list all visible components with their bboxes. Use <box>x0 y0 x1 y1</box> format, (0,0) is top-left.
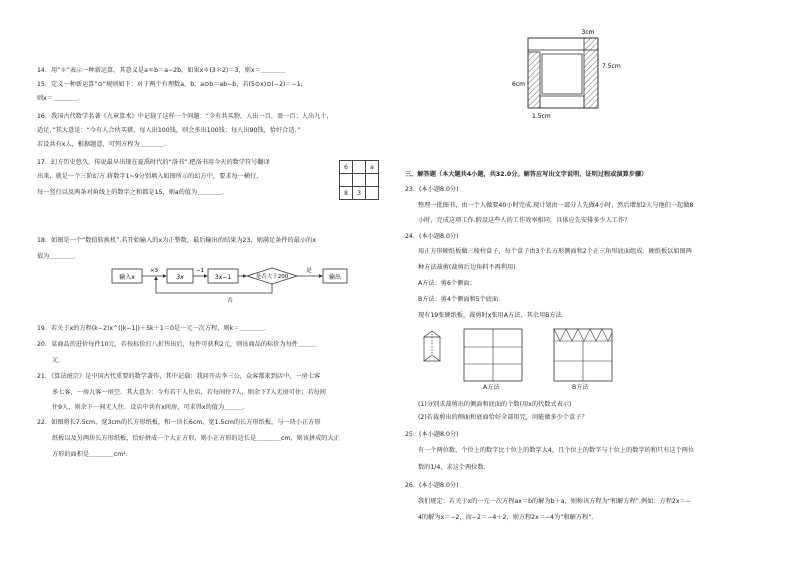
flow-input-label: 输入x <box>119 274 135 281</box>
flow-op1-label: ×3 <box>149 268 159 274</box>
question-16-line2: 适足，”其大意是：“今有人合伙买猪，每人出100钱，则会多出100钱；每人出90钱，恰好合适．” <box>37 127 301 134</box>
question-21-line2: 多七客，一房九客一房空．其大意为：今有若干人住店，若每间住7人，则余下7人无房可住；若每间 <box>52 389 326 396</box>
flow-output-label: 输出 <box>328 274 342 281</box>
magic-cell <box>353 174 366 187</box>
rect-6x1-5 <box>528 52 540 108</box>
question-20-line2: 元． <box>52 357 65 364</box>
question-18-line2: 值为＿＿＿＿． <box>37 253 81 260</box>
question-22-line2: 纸板以及另两块长方形纸板，恰好拼成一个大正方形，则小正方形的边长是＿＿＿＿cm，则该拼成的大正 <box>52 435 340 442</box>
question-21-line1: 21．《算法统宗》是中国古代重要的数学著作，其中记载：我问开店李三公，众客都来到店中，一房七客 <box>37 373 321 380</box>
magic-cell <box>366 174 379 187</box>
question-24-method-a: A方法：剪6个侧面； <box>418 280 476 287</box>
magic-cell: 3 <box>353 187 366 200</box>
section-3-heading: 三、解答题（本大题共4小题，共32.0分。解答应写出文字说明，证明过程或演算步骤） <box>405 171 648 178</box>
question-20-line1: 20．某商品的进价每件10元，若按标价打八折售出后，每件可获利2元，则该商品的标价为每件＿＿＿ <box>37 341 317 348</box>
question-17-line1: 17．幻方历史悠久，传说最早出现在夏禹时代的“洛书”.把洛书用今天的数学符号翻译 <box>37 159 270 166</box>
question-24-header: 24．(本小题8.0分) <box>405 233 459 240</box>
question-17-line3: 每一竖行以及两条对角线上的数字之和都是15，则a的值为＿＿＿＿. <box>37 189 224 196</box>
flow-no-label: 否 <box>227 298 233 304</box>
label-bottom: 1.5cm <box>532 113 551 120</box>
flow-yes-label: 是 <box>306 268 312 274</box>
question-25-line1: 有一个两位数，个位上的数字比十位上的数字大4，且个位上的数字与十位上的数字的和只有这个两位 <box>418 447 695 454</box>
question-24-line5: 现有19张硬纸板，裁剪时x张用A方法，其余用B方法． <box>418 312 568 319</box>
flow-chart <box>110 265 370 305</box>
question-23-line1: 整理一批图书，由一个人做要40小时完成.现计划由一部分人先做4小时，然后增加2人与他们一起做8 <box>418 202 694 209</box>
question-17-line2: 出来，就是一个三阶幻方.将数字1~9分别填入如图所示的幻方中，要求每一横行， <box>37 173 263 180</box>
method-a-board <box>464 329 522 381</box>
magic-cell: 6 <box>340 161 353 174</box>
question-24-line1: 用正方形硬纸板做三棱柱盒子，每个盒子由3个长方形侧面和2个正三角形底面组成．硬纸板以如图两 <box>418 248 692 255</box>
magic-cell <box>340 174 353 187</box>
question-26-header: 26．(本小题8.0分) <box>405 482 459 489</box>
question-24-method-b: B方法：剪4个侧面和5个底面． <box>418 296 505 303</box>
flow-decision-label: 是否大于200 <box>255 274 289 280</box>
magic-cell <box>353 161 366 174</box>
flow-op2-label: −1 <box>195 268 205 274</box>
label-method-a: A方法 <box>483 384 500 391</box>
flow-step1-label: 3x <box>176 274 184 281</box>
square-figure <box>510 28 620 123</box>
question-16-line1: 16．我国古代数学名著《九章算术》中记载了这样一个问题：“今有共买物，人出一百，盈一百；人出九十， <box>37 113 333 120</box>
label-left: 6cm <box>512 81 525 88</box>
question-15-line1: 15．定义一种新运算“⊙”规则如下：对于两个有理数a，b，a⊙b＝ab−b，若(5⊙x)⊙(−2)＝−1， <box>37 81 307 88</box>
magic-square <box>339 160 379 200</box>
question-25-line2: 数的1/4，求这个两位数． <box>418 464 490 471</box>
rect-7-5x3 <box>584 38 598 108</box>
flow-step2-label: 3x−1 <box>214 274 232 281</box>
question-24-part2: (2)若裁剪出的侧面和底面恰好全部用完，问能做多少个盒子？ <box>418 414 588 421</box>
question-21-line3: 住9人，则余下一间无人住．设店中共有x间房，可求得x的值为＿＿＿． <box>52 404 249 411</box>
magic-cell: 8 <box>340 187 353 200</box>
question-14: 14．用“＊”表示一种新运算，其意义是a＊b＝a−2b，如果x＊(3＊2)＝3，则x＝＿＿＿＿ <box>37 67 286 74</box>
triangular-prism <box>424 331 440 361</box>
question-16-line3: 若设共有x人，根据题意，可列方程为＿＿＿＿． <box>37 141 171 148</box>
question-23-line2: 小时，完成这项工作.假设这些人的工作效率相同，具体应先安排多少人工作？ <box>418 217 631 224</box>
label-method-b: B方法 <box>572 384 589 391</box>
question-23-header: 23．(本小题8.0分) <box>405 186 459 193</box>
magic-cell <box>366 187 379 200</box>
question-24-part1: (1)分别求裁剪出的侧面和底面的个数(用x的代数式表示) <box>418 401 572 408</box>
method-b-board <box>554 329 612 381</box>
question-22-line1: 22．如图将长7.5cm、宽3cm的长方形纸板，和一块长6cm、宽1.5cm的长方形纸板，与一块小正方形 <box>37 419 321 426</box>
cutting-figures <box>418 323 628 393</box>
question-15-line2: 则x＝＿＿＿＿． <box>37 95 84 102</box>
question-19: 19．若关于x的方程(k−2)x^(|k−1|)＋5k＋1＝0是一元一次方程，则k＝＿＿＿＿． <box>37 325 271 332</box>
magic-cell: a <box>366 161 379 174</box>
question-26-line1: 我们规定：若关于x的一元一次方程ax＝b的解为b＋a，则称该方程为“和解方程”.例如：方程2x＝− <box>418 498 691 505</box>
label-top: 3cm <box>581 29 595 36</box>
label-right: 7.5cm <box>602 63 621 70</box>
question-18-line1: 18．如图是一个“数值转换机”.若开始输入的x为正整数，最后输出的结果为23，则满足条件的最小的x <box>37 237 316 244</box>
question-22-line3: 方形的面积是＿＿＿＿cm²． <box>52 451 132 458</box>
question-26-line2: 4的解为x＝−2，而−2＝−4＋2，则方程2x＝−4为“和解方程”. <box>418 514 594 521</box>
question-24-line2: 种方法裁剪(裁剪后边角料不再利用) <box>418 264 516 271</box>
small-square <box>542 54 582 94</box>
question-25-header: 25．(本小题8.0分) <box>405 431 459 438</box>
